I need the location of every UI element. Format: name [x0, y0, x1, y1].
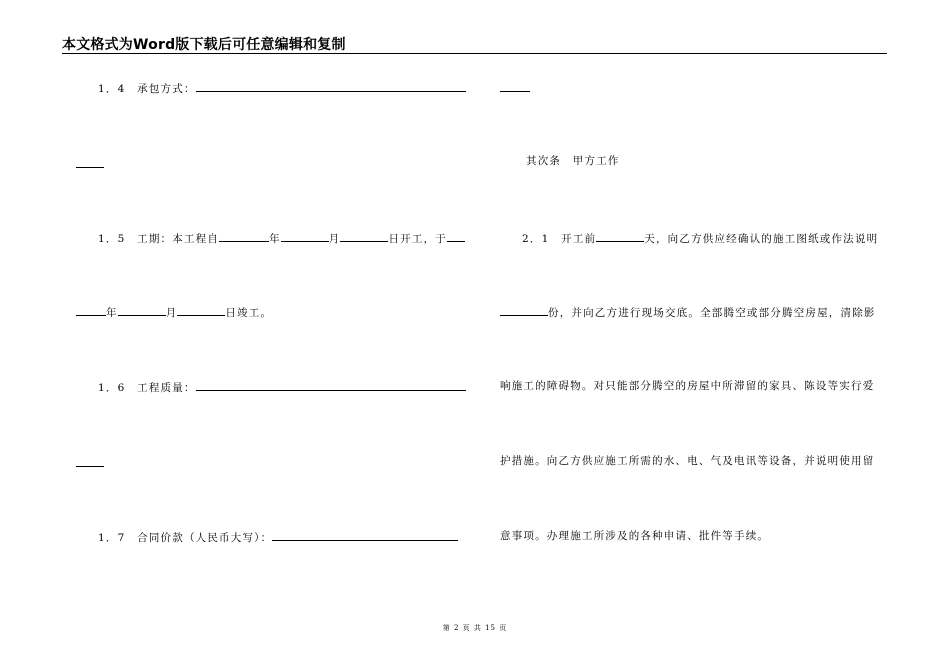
clause-2-1-line2 [500, 304, 876, 320]
clause-2-1-line5: 意事项。办理施工所涉及的各种申请、批件等手续。 [500, 530, 770, 542]
end-month-blank [118, 304, 166, 316]
clause-1-7 [98, 529, 458, 545]
month-label: 月 [328, 233, 341, 245]
quality-blank-cont [76, 455, 104, 467]
clause-1-6-continuation [76, 455, 104, 471]
year-label: 年 [269, 233, 281, 245]
clause-2-1-line3: 响施工的障碍物。对只能部分腾空的房屋中所滞留的家具、陈设等实行爱 [500, 380, 875, 392]
clause-2-1-label: 2．1 开工前 [522, 233, 597, 245]
end-year-blank-start [447, 230, 465, 242]
article-2-heading: 其次条 甲方工作 [526, 155, 620, 167]
clause-1-4 [98, 80, 466, 96]
clause-2-1-text-1: 天，向乙方供应经确认的施工图纸或作法说明 [644, 233, 879, 245]
clause-1-4-continuation [76, 156, 104, 172]
quality-blank [196, 379, 466, 391]
clause-1-7-label: 1．7 合同价款（人民币大写）： [98, 532, 273, 544]
page-number: 第 2 页 共 15 页 [442, 624, 508, 632]
price-blank-cont [500, 80, 530, 92]
start-month-blank [281, 230, 329, 242]
end-month-label: 月 [165, 307, 178, 319]
clause-1-5 [98, 230, 465, 246]
header-title: 本文格式为Word版下载后可任意编辑和复制 [62, 37, 346, 53]
right-top-continuation [500, 80, 530, 96]
clause-1-4-label: 1．4 承包方式： [98, 83, 196, 95]
clause-2-1-line4: 护措施。向乙方供应施工所需的水、电、气及电讯等设备，并说明使用留 [500, 455, 875, 467]
days-before-blank [596, 230, 644, 242]
header-rule [62, 53, 887, 54]
start-day-blank [340, 230, 388, 242]
clause-2-1-line1 [522, 230, 878, 246]
contract-mode-blank-cont [76, 156, 104, 168]
price-blank [272, 529, 458, 541]
clause-1-6-label: 1．6 工程质量： [98, 382, 196, 394]
end-year-blank [76, 304, 106, 316]
end-day-blank [177, 304, 225, 316]
copies-blank [500, 304, 548, 316]
clause-1-5-label: 1．5 工期：本工程自 [98, 233, 220, 245]
clause-2-1-text-2: 份，并向乙方进行现场交底。全部腾空或部分腾空房屋，清除影 [548, 307, 876, 319]
end-year-label: 年 [106, 307, 118, 319]
start-year-blank [219, 230, 269, 242]
end-suffix: 日竣工。 [225, 307, 273, 319]
clause-1-5-continuation [76, 304, 272, 320]
contract-mode-blank [196, 80, 466, 92]
start-suffix: 日开工，于 [388, 233, 447, 245]
clause-1-6 [98, 379, 466, 395]
